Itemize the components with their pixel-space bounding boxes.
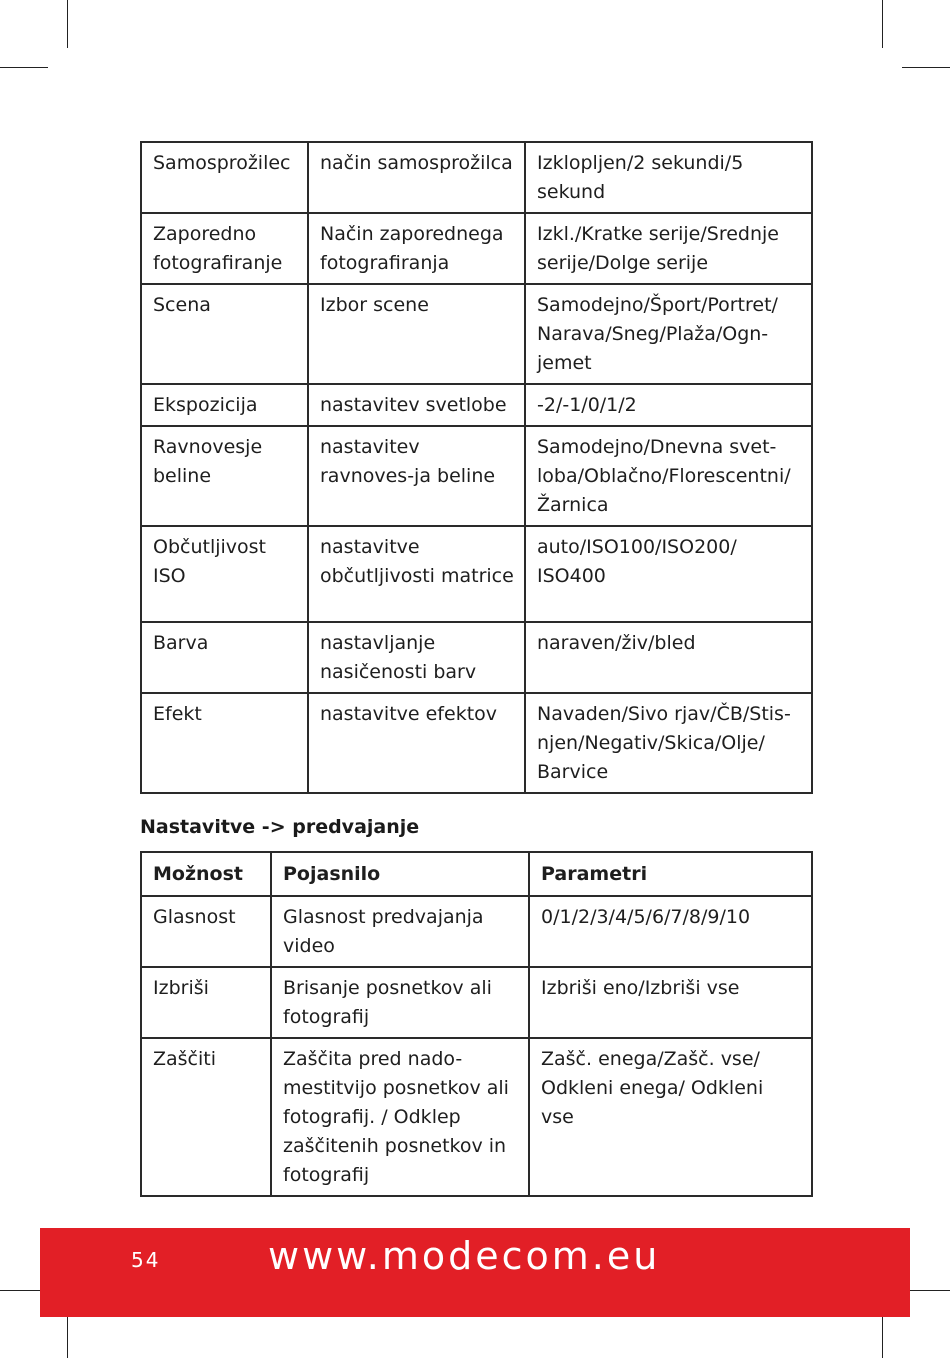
table-cell: Scena xyxy=(141,284,308,384)
column-header: Pojasnilo xyxy=(271,852,529,896)
table-cell: Izbriši eno/Izbriši vse xyxy=(529,967,812,1038)
table-cell: Način zaporednega fotografiranja xyxy=(308,213,525,284)
crop-mark xyxy=(902,67,950,68)
table-cell: Glasnost xyxy=(141,896,271,967)
playback-settings-table xyxy=(140,851,813,1197)
table-cell: Izkl./Kratke serije/Srednje serije/Dolge serije xyxy=(525,213,812,284)
table-cell: auto/ISO100/ISO200/ ISO400 xyxy=(525,526,812,622)
table-cell: nastavitve efektov xyxy=(308,693,525,793)
table-cell: nastavitve občutljivosti matrice xyxy=(308,526,525,622)
column-header: Možnost xyxy=(141,852,271,896)
table-row xyxy=(141,142,812,213)
table-cell: nastavljanje nasičenosti barv xyxy=(308,622,525,693)
table-cell: Izklopljen/2 sekundi/5 sekund xyxy=(525,142,812,213)
crop-mark xyxy=(0,67,48,68)
table-cell: Zaščiti xyxy=(141,1038,271,1196)
table-cell: nastavitev ravnoves-ja beline xyxy=(308,426,525,526)
crop-mark xyxy=(67,0,68,48)
table-cell: Samodejno/Šport/Portret/ Narava/Sneg/Plaža/Ogn-jemet xyxy=(525,284,812,384)
table-row xyxy=(141,896,812,967)
table-row xyxy=(141,213,812,284)
table-cell: Zaporedno fotografiranje xyxy=(141,213,308,284)
table-cell: Izbriši xyxy=(141,967,271,1038)
table-cell: Zaščita pred nado-mestitvijo posnetkov ali fotografij. / Odklep zaščitenih posnetkov in fotografij xyxy=(271,1038,529,1196)
table-row xyxy=(141,967,812,1038)
table-cell: -2/-1/0/1/2 xyxy=(525,384,812,426)
crop-mark xyxy=(882,0,883,48)
table-cell: Zašč. enega/Zašč. vse/ Odkleni enega/ Odkleni vse xyxy=(529,1038,812,1196)
table-row xyxy=(141,1038,812,1196)
table-cell: Efekt xyxy=(141,693,308,793)
table-cell: Samosprožilec xyxy=(141,142,308,213)
table-cell: nastavitev svetlobe xyxy=(308,384,525,426)
footer-bar xyxy=(40,1228,910,1317)
table-row xyxy=(141,384,812,426)
table-cell: Brisanje posnetkov ali fotografij xyxy=(271,967,529,1038)
table-row xyxy=(141,526,812,622)
table-cell: Izbor scene xyxy=(308,284,525,384)
table-cell: naraven/živ/bled xyxy=(525,622,812,693)
table-cell: Barva xyxy=(141,622,308,693)
table-cell: Navaden/Sivo rjav/ČB/Stis-njen/Negativ/Skica/Olje/ Barvice xyxy=(525,693,812,793)
section-heading: Nastavitve -> predvajanje xyxy=(140,816,420,838)
column-header: Parametri xyxy=(529,852,812,896)
table-row xyxy=(141,622,812,693)
page-number: 54 xyxy=(131,1248,161,1272)
website-url: www.modecom.eu xyxy=(268,1234,661,1278)
table-cell: Ekspozicija xyxy=(141,384,308,426)
table-row xyxy=(141,426,812,526)
table-row xyxy=(141,693,812,793)
table-header-row xyxy=(141,852,812,896)
crop-mark xyxy=(882,1310,883,1358)
table-cell: 0/1/2/3/4/5/6/7/8/9/10 xyxy=(529,896,812,967)
table-cell: Ravnovesje beline xyxy=(141,426,308,526)
table-cell: Glasnost predvajanja video xyxy=(271,896,529,967)
table-cell: Občutljivost ISO xyxy=(141,526,308,622)
crop-mark xyxy=(67,1310,68,1358)
table-row xyxy=(141,284,812,384)
table-cell: Samodejno/Dnevna svet-loba/Oblačno/Florescentni/ Žarnica xyxy=(525,426,812,526)
camera-settings-table xyxy=(140,141,813,794)
table-cell: način samosprožilca xyxy=(308,142,525,213)
